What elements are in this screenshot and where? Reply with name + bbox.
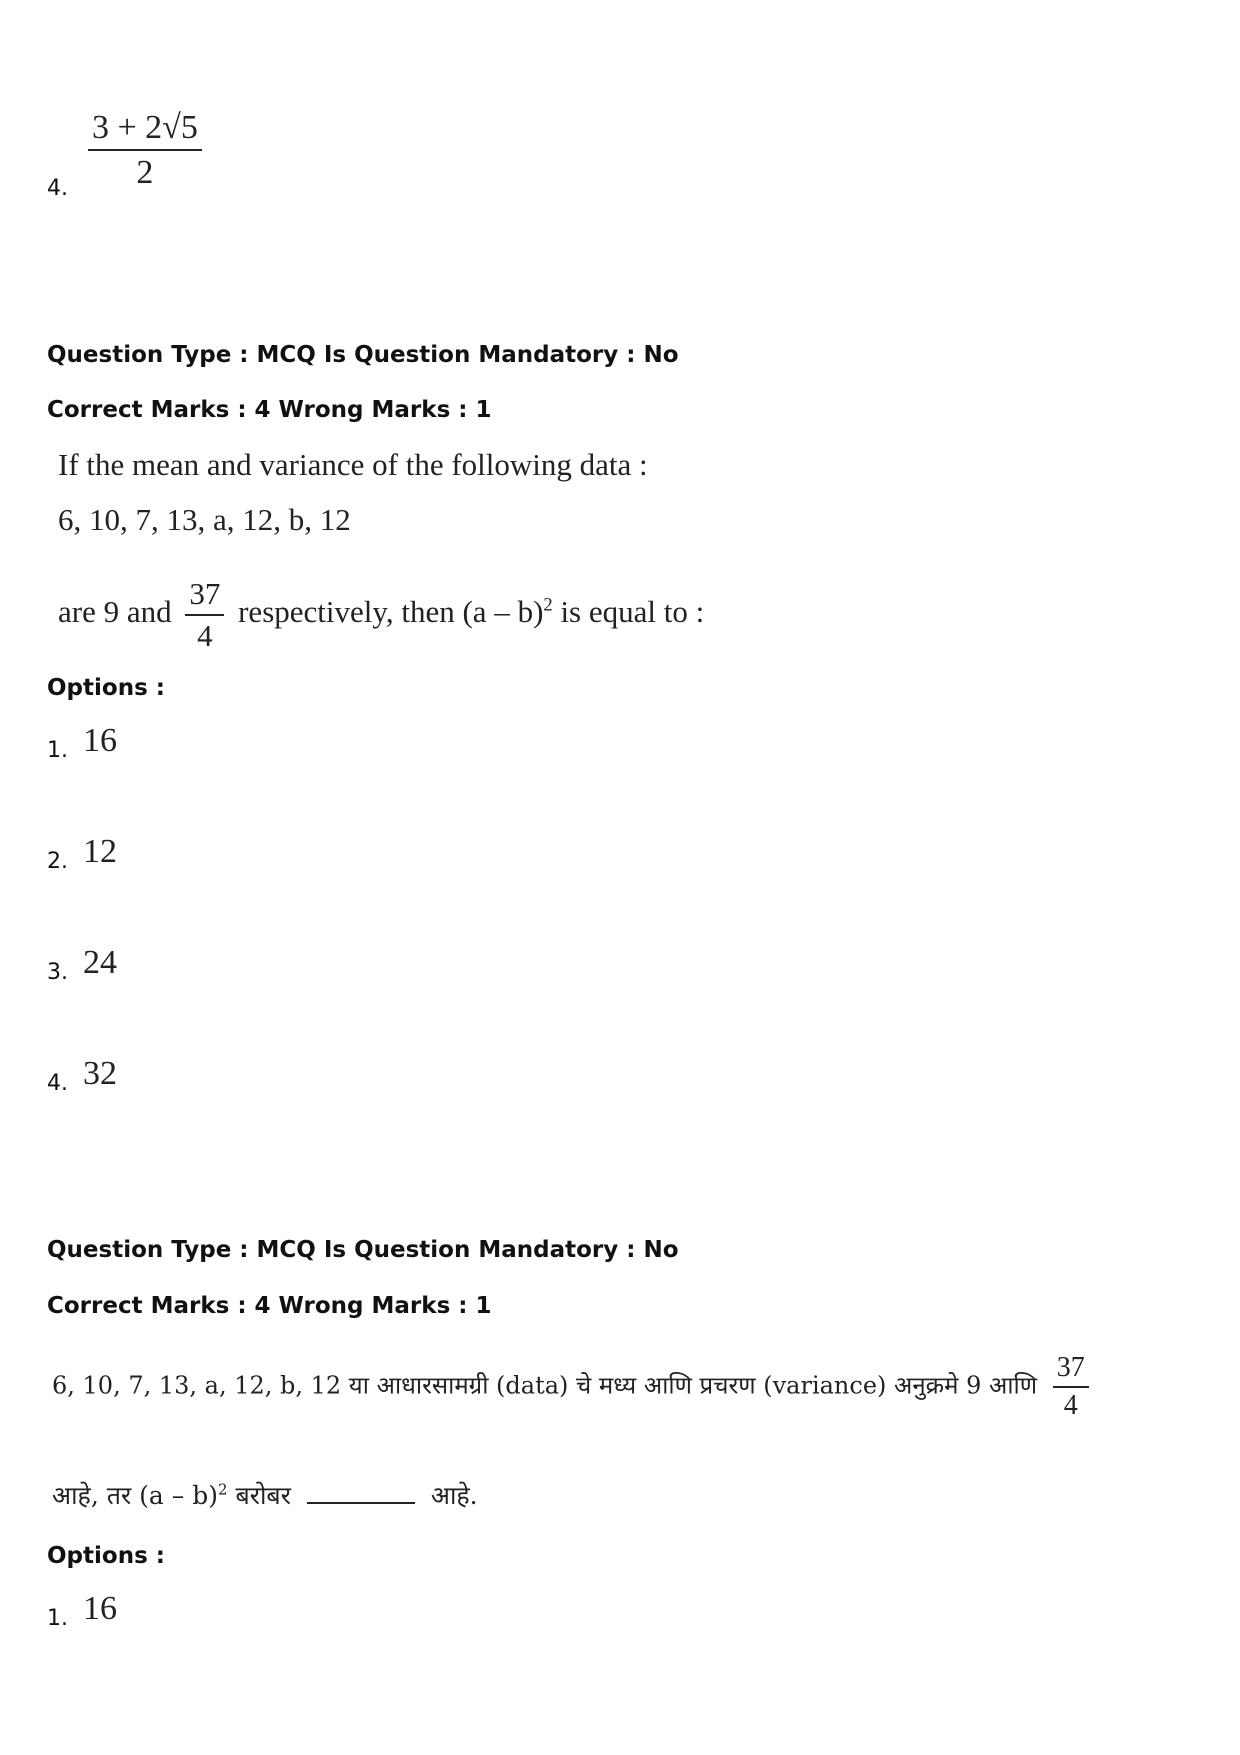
exponent: 2 (543, 594, 553, 616)
options-label: Options : (47, 1543, 165, 1569)
option-number: 2. (47, 849, 68, 874)
answer-blank (307, 1502, 415, 1504)
question-text-line: If the mean and variance of the following data : (58, 447, 648, 482)
text-fragment: बरोबर (235, 1481, 291, 1510)
option-fraction (88, 108, 202, 192)
text-fragment: 6, 10, 7, 13, a, 12, b, 12 या आधारसामग्री (data) चे मध्य आणि प्रचरण (variance) अनुक्रमे 9 आणि (52, 1371, 1038, 1400)
fraction-numerator: 37 (185, 576, 224, 616)
text-fragment: आहे. (430, 1481, 478, 1510)
option-number: 4. (47, 176, 68, 201)
marks-line: Correct Marks : 4 Wrong Marks : 1 (47, 1293, 492, 1319)
option-number: 1. (47, 1606, 68, 1631)
text-fragment: आहे, तर (a – b) (52, 1481, 218, 1510)
text-fragment: are 9 and (58, 593, 172, 629)
option-value: 12 (83, 833, 117, 870)
option-value: 24 (83, 944, 117, 981)
option-number: 4. (47, 1071, 68, 1096)
question-text-line (52, 1478, 478, 1512)
question-type-line: Question Type : MCQ Is Question Mandatory : No (47, 342, 679, 368)
fraction-numerator: 3 + 2√5 (88, 108, 202, 151)
variance-fraction (185, 576, 224, 653)
variance-fraction (1053, 1352, 1089, 1422)
question-type-line: Question Type : MCQ Is Question Mandatory : No (47, 1237, 679, 1263)
question-data-line: 6, 10, 7, 13, a, 12, b, 12 (58, 502, 351, 537)
text-fragment: respectively, then (a – b) (238, 593, 544, 629)
fraction-denominator: 4 (197, 617, 213, 653)
option-value: 16 (83, 1590, 117, 1627)
option-number: 3. (47, 960, 68, 985)
options-label: Options : (47, 675, 165, 701)
question-text-line (52, 1352, 1089, 1422)
option-number: 1. (47, 738, 68, 763)
option-value: 16 (83, 722, 117, 759)
exponent: 2 (217, 1480, 228, 1499)
option-value: 32 (83, 1055, 117, 1092)
text-fragment: is equal to : (560, 593, 705, 629)
fraction-denominator: 2 (136, 154, 154, 192)
fraction-denominator: 4 (1063, 1390, 1078, 1422)
question-text-line (58, 576, 704, 653)
marks-line: Correct Marks : 4 Wrong Marks : 1 (47, 397, 492, 423)
fraction-numerator: 37 (1053, 1352, 1089, 1388)
